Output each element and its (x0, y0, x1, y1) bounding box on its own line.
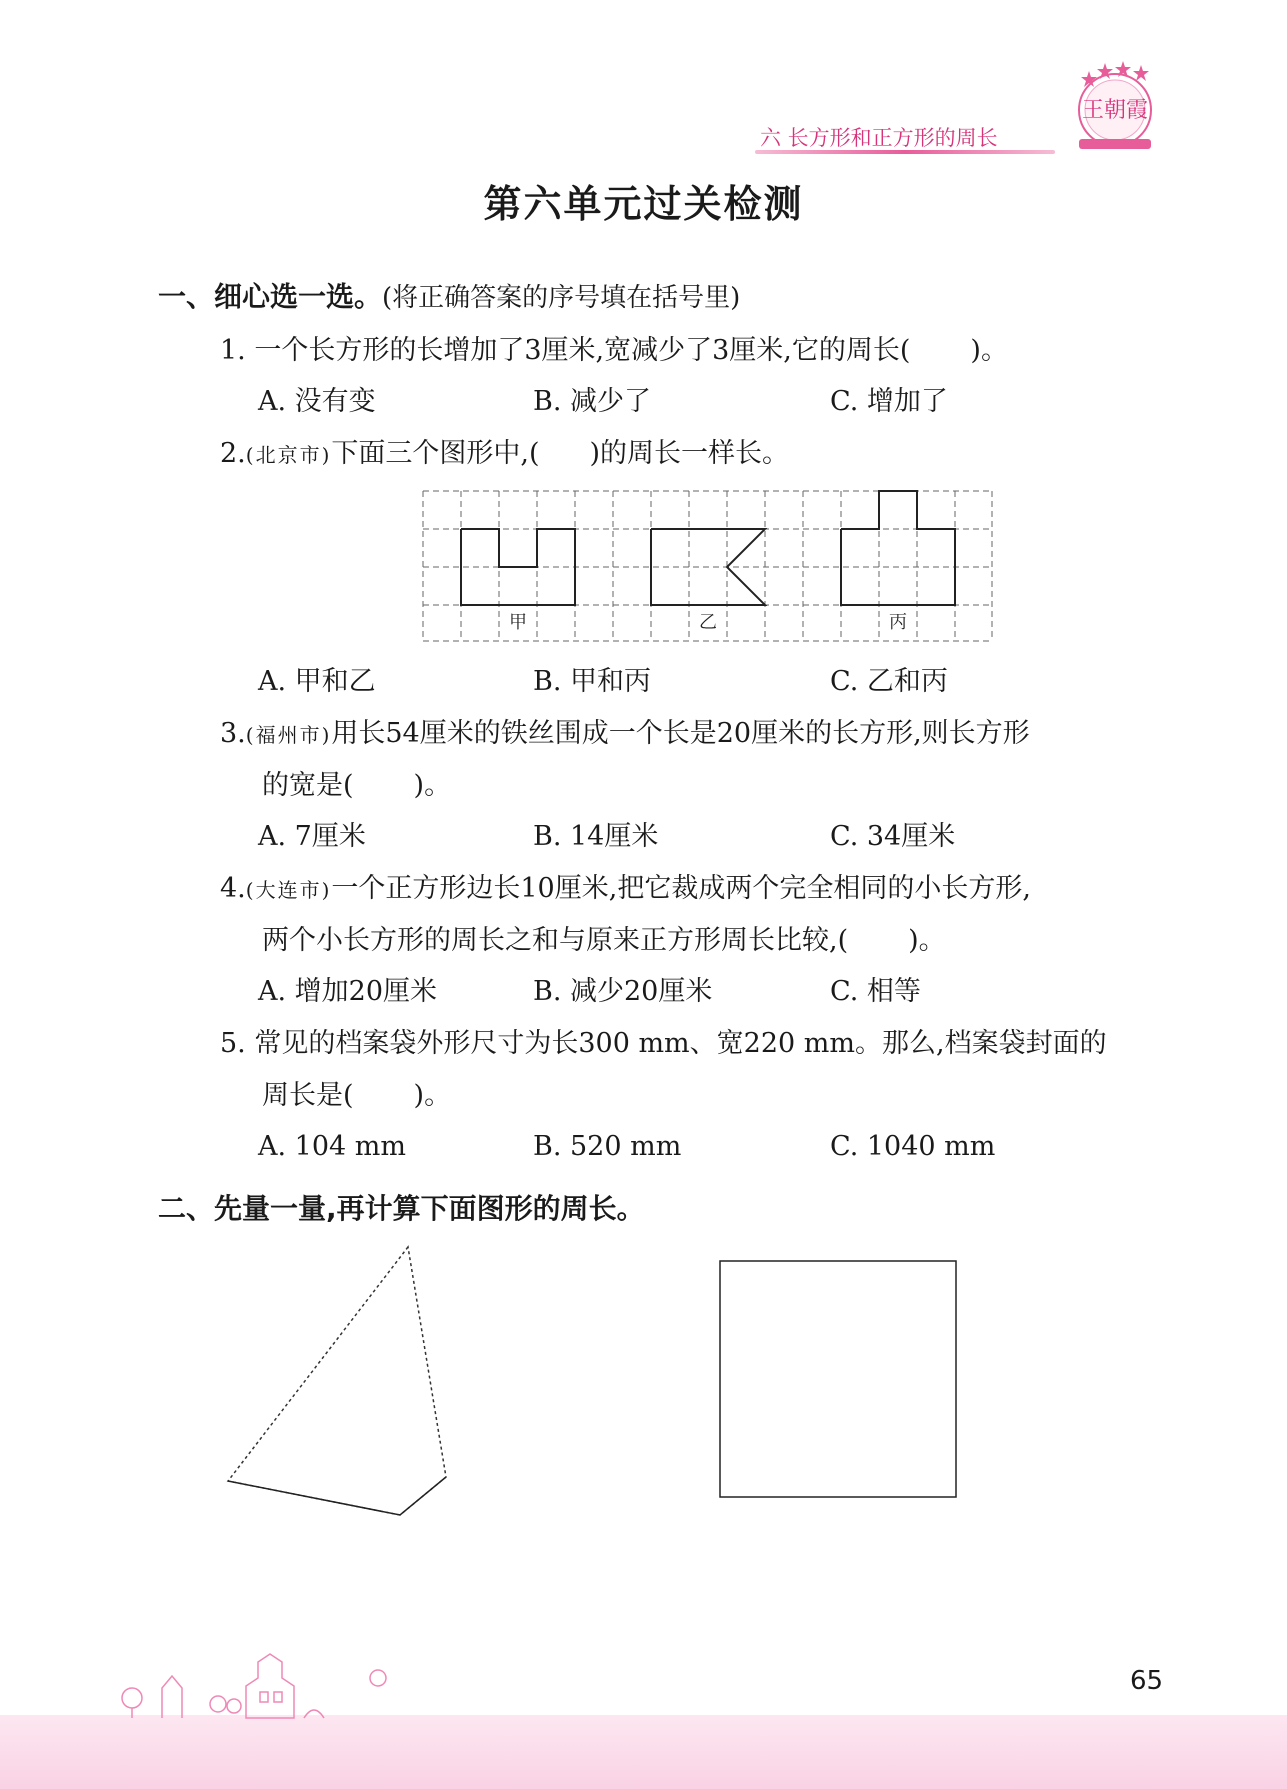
section-2-heading: 二、先量一量,再计算下面图形的周长。 (158, 1192, 645, 1225)
q4-option-a: A. 增加20厘米 (258, 976, 438, 1007)
logo-text: 王朝霞 (1081, 98, 1149, 123)
q3-option-c: C. 34厘米 (830, 821, 956, 852)
q2-option-b: B. 甲和丙 (533, 666, 652, 697)
q2-option-a: A. 甲和乙 (258, 666, 376, 697)
question-3-source: (福州市) (245, 723, 332, 747)
q4-option-c: C. 相等 (830, 976, 921, 1007)
triangle-figure (220, 1235, 460, 1525)
section-1-heading (158, 280, 741, 313)
q1-option-b: B. 减少了 (533, 386, 652, 417)
brand-logo-badge (1065, 55, 1165, 155)
question-1-text: 1. 一个长方形的长增加了3厘米,宽减少了3厘米,它的周长( (220, 335, 911, 366)
square-outline (720, 1261, 956, 1497)
chapter-title: 六 长方形和正方形的周长 (760, 126, 998, 150)
question-5-line-2 (262, 1082, 451, 1109)
question-5 (220, 1030, 1107, 1057)
question-3 (220, 720, 1030, 747)
page-number: 65 (1130, 1666, 1164, 1696)
page-title: 第六单元过关检测 (483, 182, 804, 226)
question-4-number: 4. (220, 873, 246, 904)
q1-option-c: C. 增加了 (830, 386, 948, 417)
question-4-source: (大连市) (245, 878, 332, 902)
q1-option-a: A. 没有变 (258, 386, 376, 417)
q3-option-a: A. 7厘米 (258, 821, 366, 852)
q5-option-b: B. 520 mm (533, 1131, 682, 1162)
q4-option-b: B. 减少20厘米 (533, 976, 713, 1007)
question-3-text-2: 的宽是( (262, 770, 354, 801)
question-4-text: 一个正方形边长10厘米,把它裁成两个完全相同的小长方形, (331, 873, 1031, 904)
shape-bing (841, 491, 955, 605)
question-4 (220, 875, 1031, 902)
triangle-outline-dotted (228, 1247, 446, 1515)
question-3-line-2 (262, 772, 451, 799)
question-1-tail: )。 (970, 335, 1008, 366)
question-4-tail: )。 (908, 925, 946, 956)
footer-band (0, 1715, 1287, 1789)
label-jia: 甲 (509, 612, 527, 633)
question-3-number: 3. (220, 718, 246, 749)
chapter-underline (755, 150, 1055, 154)
question-4-text-2: 两个小长方形的周长之和与原来正方形周长比较,( (262, 925, 849, 956)
footer-illustration (118, 1648, 418, 1720)
question-2-source: (北京市) (245, 443, 332, 467)
triangle-outline-solid (228, 1477, 446, 1515)
question-2 (220, 440, 789, 467)
question-2-tail: )的周长一样长。 (589, 438, 790, 469)
question-5-text: 5. 常见的档案袋外形尺寸为长300 mm、宽220 mm。那么,档案袋封面的 (220, 1028, 1107, 1059)
q3-option-b: B. 14厘米 (533, 821, 659, 852)
q5-option-c: C. 1040 mm (830, 1131, 996, 1162)
square-figure (718, 1259, 960, 1501)
page-header (0, 0, 1287, 160)
shape-grid-figure (420, 488, 996, 644)
q2-option-c: C. 乙和丙 (830, 666, 948, 697)
question-3-text: 用长54厘米的铁丝围成一个长是20厘米的长方形,则长方形 (331, 718, 1030, 749)
question-4-line-2 (262, 927, 946, 954)
question-1 (220, 337, 1008, 364)
section-1-label: 一、细心选一选。 (158, 280, 383, 313)
question-2-text: 下面三个图形中,( (331, 438, 540, 469)
question-5-tail: )。 (413, 1080, 452, 1111)
label-yi: 乙 (699, 612, 717, 633)
question-2-number: 2. (220, 438, 246, 469)
question-3-tail: )。 (413, 770, 452, 801)
label-bing: 丙 (889, 612, 907, 633)
section-1-instruction: (将正确答案的序号填在括号里) (382, 283, 741, 313)
question-5-text-2: 周长是( (262, 1080, 354, 1111)
q5-option-a: A. 104 mm (258, 1131, 406, 1162)
